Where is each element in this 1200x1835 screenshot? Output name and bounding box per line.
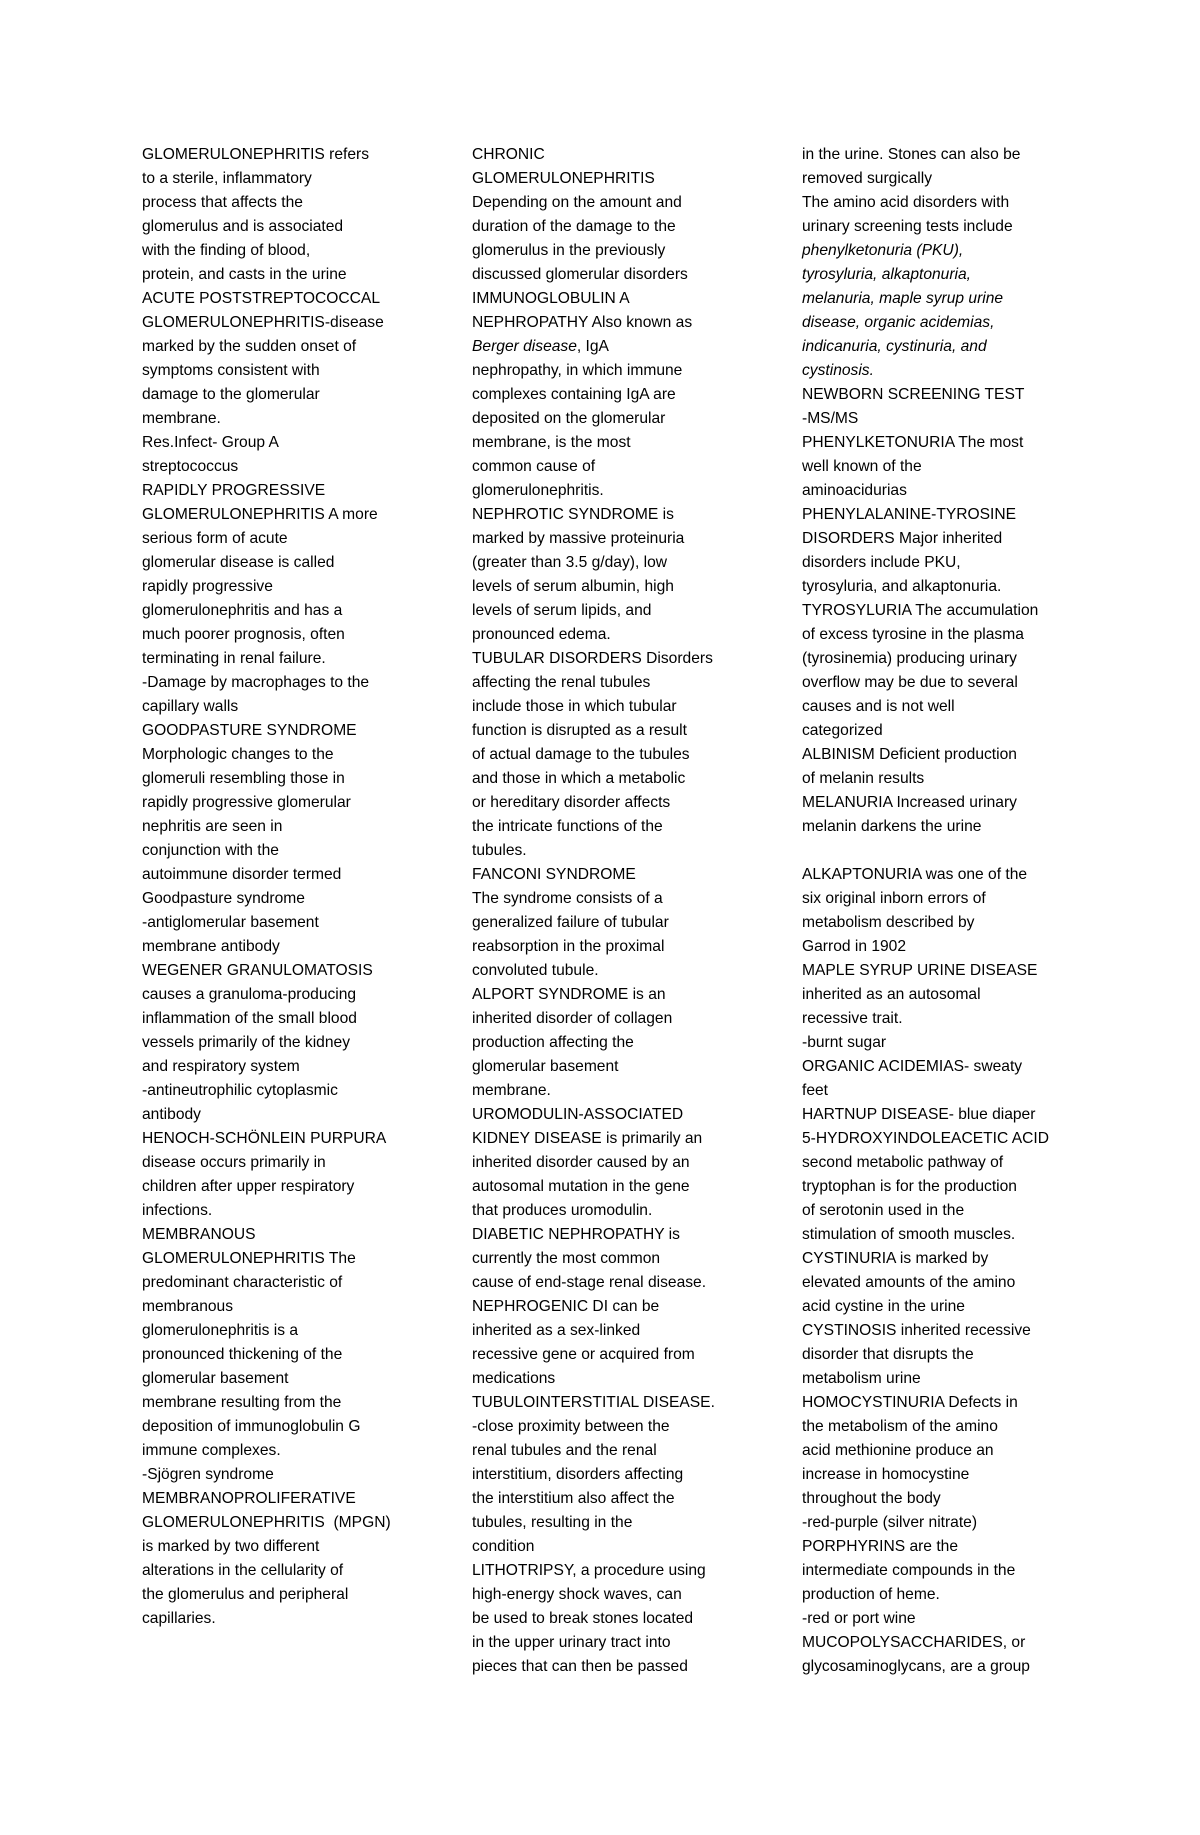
text-line: HOMOCYSTINURIA Defects in [802,1394,1018,1411]
text-line: pronounced edema. [472,626,611,643]
text-line [802,839,1102,863]
text-line: six original inborn errors of [802,890,986,907]
text-line: process that affects the [142,194,303,211]
text-line: with the finding of blood, [142,242,311,259]
text-line: Goodpasture syndrome [142,890,305,907]
text-line: that produces uromodulin. [472,1202,653,1219]
text-line: in the urine. Stones can also be [802,146,1021,163]
text-line: UROMODULIN-ASSOCIATED [472,1106,684,1123]
text-line: protein, and casts in the urine [142,266,347,283]
text-line: inherited as a sex-linked [472,1322,641,1339]
text-line: nephropathy, in which immune [472,362,683,379]
text-line: LITHOTRIPSY, a procedure using [472,1562,706,1579]
text-line: -red-purple (silver nitrate) [802,1514,978,1531]
text-line: melanuria, maple syrup urine [802,290,1004,307]
text-line: predominant characteristic of [142,1274,343,1291]
text-line: NEPHROGENIC DI can be [472,1298,660,1315]
text-line: GLOMERULONEPHRITIS The [142,1250,356,1267]
text-line: TUBULOINTERSTITIAL DISEASE. [472,1394,715,1411]
text-line: MAPLE SYRUP URINE DISEASE [802,962,1038,979]
text-line: -antiglomerular basement [142,914,319,931]
text-line: antibody [142,1106,201,1123]
text-line: increase in homocystine [802,1466,970,1483]
text-line: -burnt sugar [802,1034,887,1051]
text-line: and respiratory system [142,1058,300,1075]
text-line: production affecting the [472,1034,634,1051]
text-line: glomerulus in the previously [472,242,666,259]
text-line: Morphologic changes to the [142,746,334,763]
text-line: membrane antibody [142,938,280,955]
text-line: melanin darkens the urine [802,818,982,835]
text-line: membrane, is the most [472,434,631,451]
text-line: MEMBRANOUS [142,1226,256,1243]
text-line: glomeruli resembling those in [142,770,345,787]
text-line: throughout the body [802,1490,941,1507]
text-line: deposited on the glomerular [472,410,666,427]
text-line: -antineutrophilic cytoplasmic [142,1082,338,1099]
text-line: tyrosyluria, alkaptonuria, [802,266,972,283]
text-line: serious form of acute [142,530,288,547]
text-line: DIABETIC NEPHROPATHY is [472,1226,680,1243]
text-line: -red or port wine [802,1610,916,1627]
text-line: inherited disorder of collagen [472,1010,673,1027]
text-line: GLOMERULONEPHRITIS A more [142,506,378,523]
text-line: high-energy shock waves, can [472,1586,682,1603]
text-line: affecting the renal tubules [472,674,651,691]
text-line: be used to break stones located [472,1610,694,1627]
text-line: alterations in the cellularity of [142,1562,344,1579]
text-line: glomerular basement [472,1058,619,1075]
text-line: MEMBRANOPROLIFERATIVE [142,1490,356,1507]
text-line: damage to the glomerular [142,386,320,403]
text-line: GLOMERULONEPHRITIS [472,170,655,187]
text-line: rapidly progressive [142,578,273,595]
text-line: causes and is not well [802,698,955,715]
text-line: and those in which a metabolic [472,770,686,787]
text-line: reabsorption in the proximal [472,938,665,955]
text-line: urinary screening tests include [802,218,1013,235]
text-line: HENOCH-SCHÖNLEIN PURPURA [142,1130,387,1147]
text-line: tyrosyluria, and alkaptonuria. [802,578,1002,595]
text-line: inherited as an autosomal [802,986,981,1003]
text-line: pieces that can then be passed [472,1658,688,1675]
text-line: KIDNEY DISEASE is primarily an [472,1130,703,1147]
text-line: second metabolic pathway of [802,1154,1004,1171]
text-line: conjunction with the [142,842,279,859]
text-line: capillary walls [142,698,239,715]
text-line: ALKAPTONURIA was one of the [802,866,1028,883]
text-line: disorder that disrupts the [802,1346,974,1363]
text-line-mixed: Berger disease, IgA [472,338,609,355]
text-line: infections. [142,1202,213,1219]
text-line: GOODPASTURE SYNDROME [142,722,357,739]
text-line: duration of the damage to the [472,218,676,235]
text-line: MUCOPOLYSACCHARIDES, or [802,1634,1026,1651]
text-line: membranous [142,1298,234,1315]
text-line: inflammation of the small blood [142,1010,357,1027]
text-line: glomerular disease is called [142,554,335,571]
text-line: complexes containing IgA are [472,386,676,403]
text-line: the metabolism of the amino [802,1418,998,1435]
text-line: levels of serum lipids, and [472,602,652,619]
text-line: interstitium, disorders affecting [472,1466,684,1483]
text-line: nephritis are seen in [142,818,283,835]
text-line: tubules. [472,842,527,859]
text-line: disease, organic acidemias, [802,314,995,331]
text-line: glomerulonephritis. [472,482,604,499]
text-line: -Sjögren syndrome [142,1466,274,1483]
text-line: (tyrosinemia) producing urinary [802,650,1017,667]
text-line: deposition of immunoglobulin G [142,1418,361,1435]
text-line: glomerulonephritis and has a [142,602,343,619]
text-line: the intricate functions of the [472,818,663,835]
text-line: Depending on the amount and [472,194,682,211]
text-line: FANCONI SYNDROME [472,866,636,883]
text-line: generalized failure of tubular [472,914,669,931]
text-line: IMMUNOGLOBULIN A [472,290,630,307]
text-line: marked by the sudden onset of [142,338,357,355]
text-line: glomerular basement [142,1370,289,1387]
text-line: indicanuria, cystinuria, and [802,338,987,355]
text-line: NEPHROPATHY Also known as [472,314,693,331]
text-line: glomerulus and is associated [142,218,344,235]
text-line: 5-HYDROXYINDOLEACETIC ACID [802,1130,1049,1147]
text-line: much poorer prognosis, often [142,626,345,643]
text-line: is marked by two different [142,1538,320,1555]
text-line: tryptophan is for the production [802,1178,1017,1195]
text-line: glomerulonephritis is a [142,1322,299,1339]
text-line: causes a granuloma-producing [142,986,357,1003]
text-line: condition [472,1538,535,1555]
text-line: to a sterile, inflammatory [142,170,312,187]
text-line: overflow may be due to several [802,674,1018,691]
text-line: terminating in renal failure. [142,650,326,667]
text-line: inherited disorder caused by an [472,1154,690,1171]
text-line: of serotonin used in the [802,1202,965,1219]
text-line: currently the most common [472,1250,661,1267]
text-line: elevated amounts of the amino [802,1274,1016,1291]
text-line: WEGENER GRANULOMATOSIS [142,962,373,979]
text-line: phenylketonuria (PKU), [802,242,964,259]
text-line: capillaries. [142,1610,216,1627]
text-line: disease occurs primarily in [142,1154,326,1171]
text-line: GLOMERULONEPHRITIS refers [142,146,370,163]
text-line: immune complexes. [142,1442,281,1459]
text-line: categorized [802,722,883,739]
text-line: autosomal mutation in the gene [472,1178,690,1195]
text-line: PHENYLALANINE-TYROSINE [802,506,1017,523]
text-line: aminoacidurias [802,482,907,499]
text-line: include those in which tubular [472,698,677,715]
text-line: metabolism described by [802,914,975,931]
text-line: -Damage by macrophages to the [142,674,370,691]
text-line: Res.Infect- Group A [142,434,279,451]
text-line: HARTNUP DISEASE- blue diaper [802,1106,1036,1123]
text-line: The syndrome consists of a [472,890,663,907]
text-line: cause of end-stage renal disease. [472,1274,707,1291]
text-line: The amino acid disorders with [802,194,1010,211]
text-line: stimulation of smooth muscles. [802,1226,1016,1243]
text-line: production of heme. [802,1586,940,1603]
text-line: of excess tyrosine in the plasma [802,626,1024,643]
text-column-3 [802,143,1102,1679]
text-line: in the upper urinary tract into [472,1634,671,1651]
text-line: CYSTINOSIS inherited recessive [802,1322,1031,1339]
text-line: discussed glomerular disorders [472,266,688,283]
text-line: DISORDERS Major inherited [802,530,1003,547]
text-line: renal tubules and the renal [472,1442,657,1459]
text-line: ALBINISM Deficient production [802,746,1017,763]
text-line: membrane. [142,410,221,427]
text-column-1 [142,143,432,1631]
text-line: recessive gene or acquired from [472,1346,695,1363]
text-line: autoimmune disorder termed [142,866,342,883]
text-line: glycosaminoglycans, are a group [802,1658,1030,1675]
text-line: feet [802,1082,829,1099]
text-line: well known of the [802,458,922,475]
text-line: recessive trait. [802,1010,903,1027]
text-line: GLOMERULONEPHRITIS-disease [142,314,384,331]
text-line: streptococcus [142,458,239,475]
text-line: GLOMERULONEPHRITIS (MPGN) [142,1514,391,1531]
text-line: TUBULAR DISORDERS Disorders [472,650,713,667]
text-line: or hereditary disorder affects [472,794,671,811]
text-line: medications [472,1370,556,1387]
text-line: MELANURIA Increased urinary [802,794,1017,811]
text-line: ACUTE POSTSTREPTOCOCCAL [142,290,380,307]
text-line: cystinosis. [802,362,874,379]
text-column-2 [472,143,762,1679]
text-line: common cause of [472,458,596,475]
text-line: PHENYLKETONURIA The most [802,434,1024,451]
text-line: -MS/MS [802,410,859,427]
text-line: Garrod in 1902 [802,938,907,955]
text-line: membrane resulting from the [142,1394,342,1411]
text-line: PORPHYRINS are the [802,1538,958,1555]
text-line: symptoms consistent with [142,362,320,379]
text-line: -close proximity between the [472,1418,670,1435]
text-line: acid cystine in the urine [802,1298,965,1315]
text-line: the interstitium also affect the [472,1490,675,1507]
text-line: of actual damage to the tubules [472,746,690,763]
text-line: ORGANIC ACIDEMIAS- sweaty [802,1058,1023,1075]
text-line: ALPORT SYNDROME is an [472,986,666,1003]
text-line: membrane. [472,1082,551,1099]
text-line: children after upper respiratory [142,1178,355,1195]
text-line: CHRONIC [472,146,545,163]
text-line: RAPIDLY PROGRESSIVE [142,482,326,499]
text-line: CYSTINURIA is marked by [802,1250,989,1267]
text-line: the glomerulus and peripheral [142,1586,349,1603]
text-line: tubules, resulting in the [472,1514,633,1531]
text-line: function is disrupted as a result [472,722,687,739]
text-line: disorders include PKU, [802,554,961,571]
text-line: convoluted tubule. [472,962,599,979]
text-line: NEWBORN SCREENING TEST [802,386,1025,403]
text-line: metabolism urine [802,1370,921,1387]
text-line: pronounced thickening of the [142,1346,343,1363]
text-line: acid methionine produce an [802,1442,994,1459]
text-line: vessels primarily of the kidney [142,1034,350,1051]
text-line: marked by massive proteinuria [472,530,685,547]
text-line: (greater than 3.5 g/day), low [472,554,668,571]
text-line: of melanin results [802,770,925,787]
text-line: NEPHROTIC SYNDROME is [472,506,674,523]
text-line: levels of serum albumin, high [472,578,674,595]
text-line: TYROSYLURIA The accumulation [802,602,1039,619]
text-line: intermediate compounds in the [802,1562,1016,1579]
text-line: removed surgically [802,170,932,187]
text-line: rapidly progressive glomerular [142,794,351,811]
